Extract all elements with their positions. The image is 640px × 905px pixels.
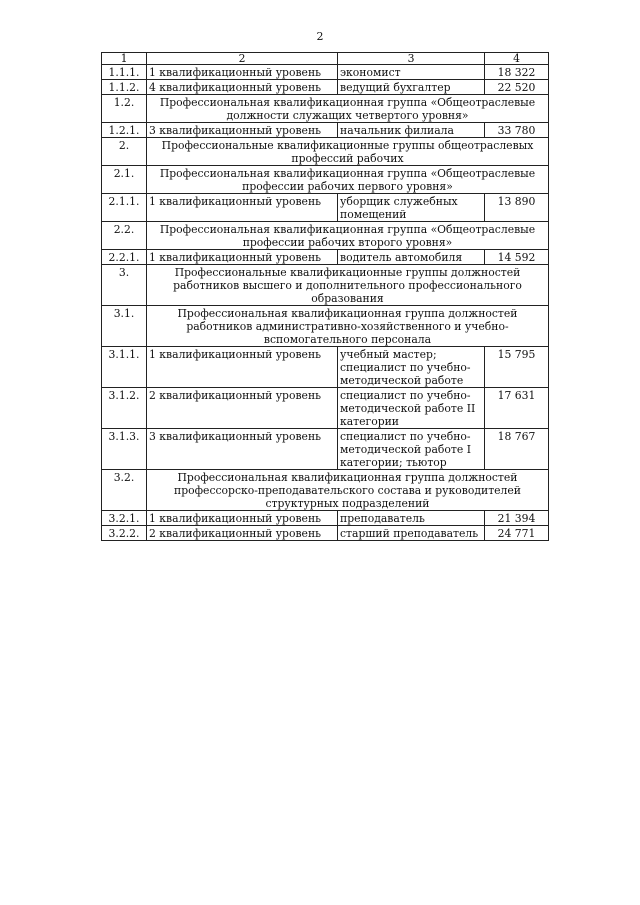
- row-number: 2.: [102, 138, 147, 166]
- position-name: уборщик служебных помещений: [338, 194, 485, 222]
- position-name: специалист по учебно-методической работе I категории; тьютор: [338, 429, 485, 470]
- salary-value: 22 520: [485, 80, 549, 95]
- row-number: 2.2.: [102, 222, 147, 250]
- group-row: [102, 166, 549, 194]
- column-header-salary: 4: [485, 53, 549, 65]
- qualification-level: 2 квалификационный уровень: [147, 526, 338, 541]
- table-row: [102, 250, 549, 265]
- group-title: Профессиональная квалификационная группа «Общеотраслевые профессии рабочих первого уровня»: [147, 166, 549, 194]
- group-title: Профессиональная квалификационная группа «Общеотраслевые профессии рабочих второго уровня»: [147, 222, 549, 250]
- group-title: Профессиональная квалификационная группа «Общеотраслевые должности служащих четвертого уровня»: [147, 95, 549, 123]
- row-number: 1.1.2.: [102, 80, 147, 95]
- salary-table: [101, 52, 549, 541]
- group-title: Профессиональные квалификационные группы общеотраслевых профессий рабочих: [147, 138, 549, 166]
- qualification-level: 1 квалификационный уровень: [147, 250, 338, 265]
- row-number: 3.1.3.: [102, 429, 147, 470]
- row-number: 1.2.1.: [102, 123, 147, 138]
- row-number: 2.1.: [102, 166, 147, 194]
- row-number: 3.: [102, 265, 147, 306]
- row-number: 3.1.: [102, 306, 147, 347]
- position-name: старший преподаватель: [338, 526, 485, 541]
- table-row: [102, 347, 549, 388]
- position-name: экономист: [338, 65, 485, 80]
- row-number: 1.1.1.: [102, 65, 147, 80]
- salary-value: 18 322: [485, 65, 549, 80]
- table-row: [102, 123, 549, 138]
- table-row: [102, 65, 549, 80]
- row-number: 3.2.1.: [102, 511, 147, 526]
- table-row: [102, 429, 549, 470]
- qualification-level: 1 квалификационный уровень: [147, 194, 338, 222]
- row-number: 3.1.2.: [102, 388, 147, 429]
- salary-value: 18 767: [485, 429, 549, 470]
- table-row: [102, 511, 549, 526]
- salary-value: 14 592: [485, 250, 549, 265]
- group-row: [102, 138, 549, 166]
- row-number: 3.1.1.: [102, 347, 147, 388]
- column-header-position: 3: [338, 53, 485, 65]
- group-row: [102, 470, 549, 511]
- group-title: Профессиональная квалификационная группа должностей работников административно-хозяйственного и учебно-вспомогательного персонала: [147, 306, 549, 347]
- row-number: 2.1.1.: [102, 194, 147, 222]
- group-title: Профессиональная квалификационная группа должностей профессорско-преподавательского состава и руководителей структурных подразделений: [147, 470, 549, 511]
- group-row: [102, 95, 549, 123]
- qualification-level: 1 квалификационный уровень: [147, 511, 338, 526]
- position-name: специалист по учебно-методической работе II категории: [338, 388, 485, 429]
- qualification-level: 3 квалификационный уровень: [147, 123, 338, 138]
- row-number: 2.2.1.: [102, 250, 147, 265]
- salary-value: 15 795: [485, 347, 549, 388]
- qualification-level: 2 квалификационный уровень: [147, 388, 338, 429]
- salary-value: 33 780: [485, 123, 549, 138]
- row-number: 1.2.: [102, 95, 147, 123]
- header-row: [102, 53, 549, 65]
- position-name: водитель автомобиля: [338, 250, 485, 265]
- table-row: [102, 194, 549, 222]
- group-row: [102, 265, 549, 306]
- salary-value: 13 890: [485, 194, 549, 222]
- qualification-level: 3 квалификационный уровень: [147, 429, 338, 470]
- position-name: начальник филиала: [338, 123, 485, 138]
- group-row: [102, 306, 549, 347]
- salary-value: 24 771: [485, 526, 549, 541]
- position-name: ведущий бухгалтер: [338, 80, 485, 95]
- table-row: [102, 80, 549, 95]
- salary-value: 21 394: [485, 511, 549, 526]
- position-name: преподаватель: [338, 511, 485, 526]
- table-row: [102, 388, 549, 429]
- table-row: [102, 526, 549, 541]
- group-row: [102, 222, 549, 250]
- qualification-level: 4 квалификационный уровень: [147, 80, 338, 95]
- salary-value: 17 631: [485, 388, 549, 429]
- row-number: 3.2.: [102, 470, 147, 511]
- page-number: 2: [316, 30, 324, 43]
- column-header-number: 1: [102, 53, 147, 65]
- qualification-level: 1 квалификационный уровень: [147, 65, 338, 80]
- column-header-level: 2: [147, 53, 338, 65]
- group-title: Профессиональные квалификационные группы должностей работников высшего и дополнительного профессионального образования: [147, 265, 549, 306]
- position-name: учебный мастер; специалист по учебно-методической работе: [338, 347, 485, 388]
- qualification-level: 1 квалификационный уровень: [147, 347, 338, 388]
- row-number: 3.2.2.: [102, 526, 147, 541]
